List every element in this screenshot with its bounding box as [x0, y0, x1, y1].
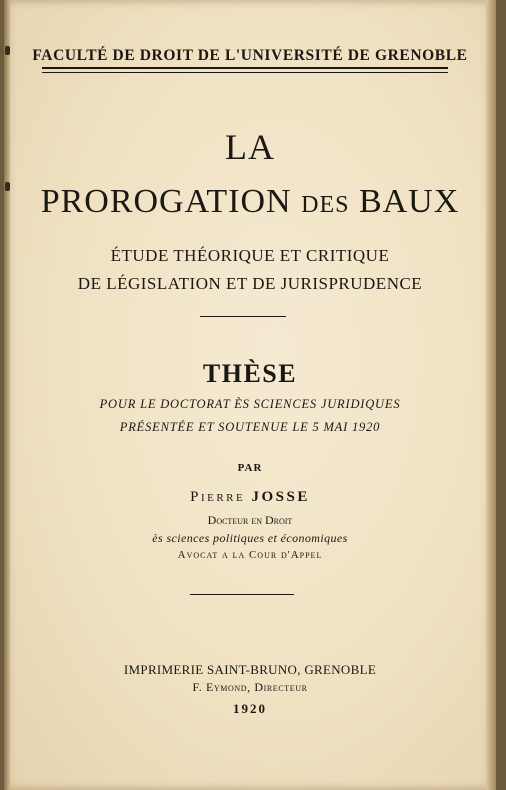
- author-credential-sciences: ès sciences politiques et économiques: [152, 531, 348, 545]
- title-prorogation: PROROGATION: [40, 183, 292, 220]
- publication-year: 1920: [233, 701, 267, 716]
- subtitle-line-1: ÉTUDE THÉORIQUE ET CRITIQUE: [110, 246, 390, 265]
- printer-name: IMPRIMERIE SAINT-BRUNO, GRENOBLE: [123, 662, 377, 677]
- author-last-name: JOSSE: [251, 489, 310, 505]
- title-baux: BAUX: [358, 183, 460, 220]
- thesis-degree: POUR LE DOCTORAT ÈS SCIENCES JURIDIQUES: [99, 397, 401, 411]
- faculty-heading: FACULTÉ DE DROIT DE L'UNIVERSITÉ DE GRENOBLE: [32, 47, 468, 64]
- subtitle-line-2: DE LÉGISLATION ET DE JURISPRUDENCE: [77, 274, 423, 293]
- author-credential-doctor: Docteur en Droit: [207, 513, 293, 527]
- separator-rule: [200, 316, 286, 317]
- thesis-defense-date: PRÉSENTÉE ET SOUTENUE LE 5 MAI 1920: [119, 420, 381, 434]
- author-credential-avocat: Avocat a la Cour d'Appel: [177, 549, 323, 561]
- title-page: [4, 0, 496, 790]
- author-name: [4, 489, 496, 506]
- author-first-name: Pierre: [190, 489, 246, 505]
- separator-rule: [190, 594, 294, 595]
- by-label: PAR: [237, 462, 263, 474]
- printer-director: F. Eymond, Directeur: [192, 680, 308, 694]
- title-des: DES: [301, 192, 350, 218]
- thesis-heading: THÈSE: [202, 359, 298, 388]
- title-line-la: LA: [225, 127, 275, 167]
- header-rule-thick: [42, 67, 448, 69]
- header-rule-thin: [42, 72, 448, 73]
- main-title: [4, 183, 496, 221]
